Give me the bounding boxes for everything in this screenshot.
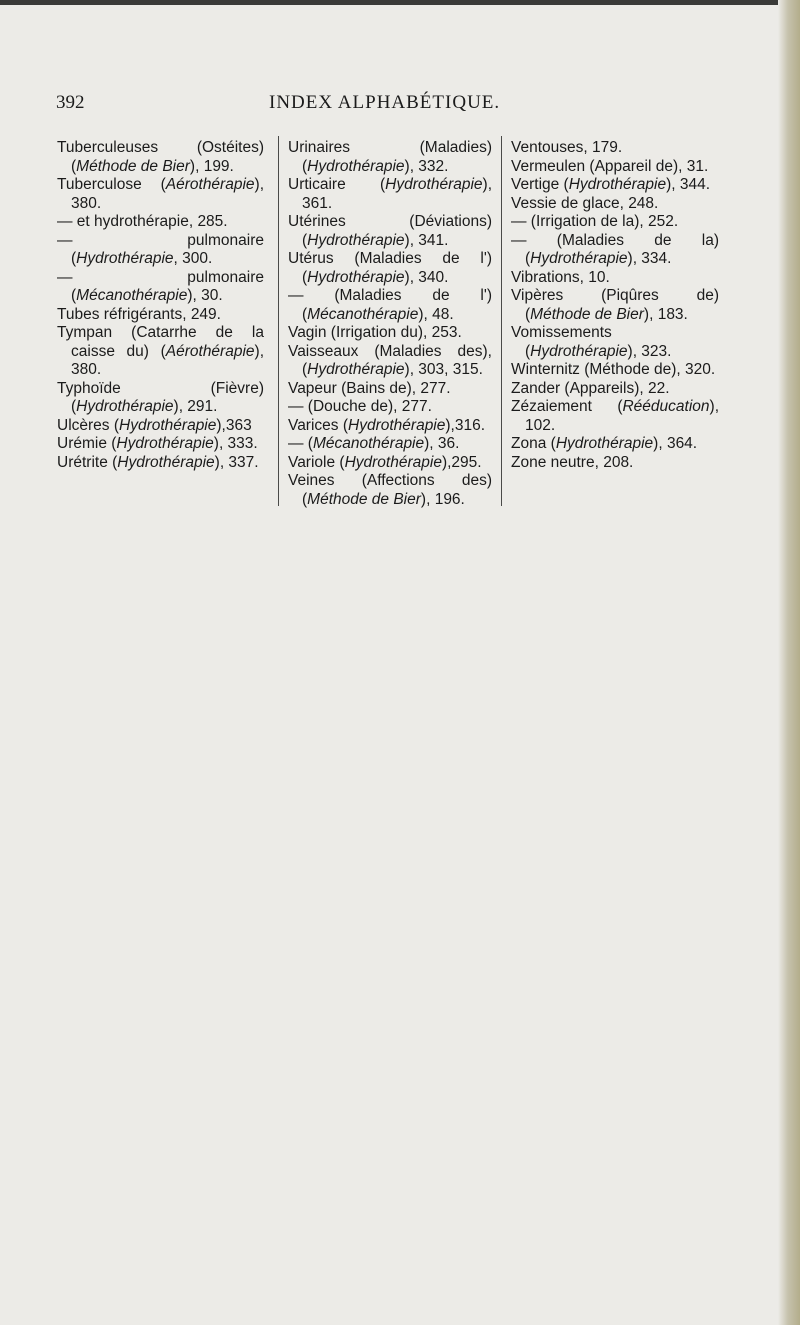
entry-text: ), 334. xyxy=(627,250,672,267)
entry-method: Méthode de Bier xyxy=(307,490,421,508)
entry-method: Hydrothérapie xyxy=(344,453,442,471)
index-column-3 xyxy=(511,139,719,472)
entry-text: Urémie ( xyxy=(57,435,117,452)
entry-method: Hydrothérapie xyxy=(76,398,174,415)
index-entry xyxy=(57,417,264,436)
entry-text: ), 303, 315. xyxy=(404,361,483,378)
index-entry xyxy=(511,324,719,361)
entry-text: ), 323. xyxy=(627,342,672,360)
entry-text: — (Irrigation de la), 252. xyxy=(511,213,679,230)
index-column-1 xyxy=(57,139,264,472)
index-entry xyxy=(288,380,492,399)
index-entry xyxy=(288,250,492,287)
entry-method: Mécanothérapie xyxy=(307,305,419,323)
entry-text: ), 199. xyxy=(189,157,234,175)
index-entry xyxy=(288,213,492,250)
entry-text: — pulmonaire ( xyxy=(57,231,264,267)
entry-method: Hydrothérapie xyxy=(568,176,667,193)
entry-text: Zone neutre, 208. xyxy=(511,453,634,471)
entry-method: Hydrothérapie xyxy=(530,342,628,360)
entry-method: Hydrothérapie xyxy=(76,250,174,267)
entry-text: Vibrations, 10. xyxy=(511,268,610,286)
entry-text: ),316. xyxy=(445,416,486,434)
entry-method: Hydrothérapie xyxy=(307,361,405,378)
index-entry xyxy=(288,472,492,509)
entry-text: — (Maladies de l') ( xyxy=(288,287,492,323)
entry-method: Aérothérapie xyxy=(165,176,255,193)
entry-text: ), 380. xyxy=(71,342,264,378)
index-entry xyxy=(57,435,264,454)
entry-text: ), 36. xyxy=(424,435,460,452)
page-edge-shadow xyxy=(778,0,800,1325)
index-entry xyxy=(288,435,492,454)
index-entry xyxy=(57,269,264,306)
index-entry xyxy=(511,232,719,269)
entry-text: Varices ( xyxy=(288,416,349,434)
entry-method: Mécanothérapie xyxy=(76,287,188,304)
entry-method: Hydrothérapie xyxy=(307,268,405,286)
index-entry xyxy=(511,195,719,214)
top-border xyxy=(0,0,800,5)
entry-method: Rééducation xyxy=(622,398,710,415)
entry-method: Hydrothérapie xyxy=(530,250,628,267)
entry-text: ), 380. xyxy=(71,176,264,212)
index-entry xyxy=(511,269,719,288)
entry-method: Méthode de Bier xyxy=(76,157,190,175)
index-entry xyxy=(511,435,719,454)
entry-method: Hydrothérapie xyxy=(116,435,214,452)
entry-text: ), 102. xyxy=(525,398,719,434)
entry-text: Zézaiement ( xyxy=(511,398,623,415)
entry-method: Hydrothérapie xyxy=(117,453,215,471)
index-entry xyxy=(511,213,719,232)
entry-text: Vermeulen (Appareil de), 31. xyxy=(511,157,709,175)
entry-text: ), 364. xyxy=(653,435,698,452)
page-header xyxy=(56,92,772,122)
entry-text: ), 340. xyxy=(404,268,449,286)
entry-text: Vertige ( xyxy=(511,176,569,193)
entry-text: ), 361. xyxy=(302,176,492,212)
entry-text: Tympan (Catarrhe de la caisse du) ( xyxy=(57,324,264,360)
entry-text: Zander (Appareils), 22. xyxy=(511,379,670,397)
entry-text: Vipères (Piqûres de) ( xyxy=(511,287,719,323)
index-entry xyxy=(57,139,264,176)
entry-text: ), 333. xyxy=(213,435,258,452)
index-entry xyxy=(511,158,719,177)
entry-method: Mécanothérapie xyxy=(312,435,425,452)
entry-text: ), 344. xyxy=(666,176,711,193)
entry-text: — et hydrothérapie, 285. xyxy=(57,213,228,230)
index-entry xyxy=(57,232,264,269)
entry-text: — ( xyxy=(288,435,313,452)
entry-text: Vomissements ( xyxy=(511,324,612,360)
entry-text: ), 48. xyxy=(418,305,454,323)
index-entry xyxy=(288,343,492,380)
entry-method: Hydrothérapie xyxy=(307,157,405,175)
index-entry xyxy=(288,454,492,473)
index-entry xyxy=(288,398,492,417)
entry-text: — pulmonaire ( xyxy=(57,268,264,304)
index-entry xyxy=(57,380,264,417)
entry-text: Winternitz (Méthode de), 320. xyxy=(511,361,716,378)
entry-text: ), 332. xyxy=(404,157,449,175)
entry-text: Tuberculose ( xyxy=(57,176,166,193)
index-entry xyxy=(57,306,264,325)
entry-text: Utérus (Maladies de l') ( xyxy=(288,250,492,286)
index-entry xyxy=(288,139,492,176)
index-entry xyxy=(288,287,492,324)
index-entry xyxy=(511,454,719,473)
entry-text: Ulcères ( xyxy=(57,416,120,434)
index-entry xyxy=(288,324,492,343)
index-entry xyxy=(288,417,492,436)
entry-method: Hydrothérapie xyxy=(348,416,446,434)
entry-method: Hydrothérapie xyxy=(119,416,217,434)
entry-text: ), 183. xyxy=(643,305,688,323)
entry-text: Ventouses, 179. xyxy=(511,139,623,156)
entry-text: Vaisseaux (Maladies des), ( xyxy=(288,342,492,378)
index-entry xyxy=(511,139,719,158)
index-entry xyxy=(288,176,492,213)
entry-text: Vessie de glace, 248. xyxy=(511,194,659,212)
entry-text: Urétrite ( xyxy=(57,453,118,471)
index-column-2 xyxy=(288,139,492,509)
running-title: INDEX ALPHABÉTIQUE. xyxy=(269,92,501,113)
entry-text: — (Douche de), 277. xyxy=(288,398,432,415)
entry-text: ), 196. xyxy=(420,490,465,508)
entry-method: Hydrothérapie xyxy=(555,435,654,452)
entry-method: Hydrothérapie xyxy=(307,231,405,249)
entry-text: ),363 xyxy=(216,416,252,434)
entry-text: ), 30. xyxy=(187,287,223,304)
entry-method: Méthode de Bier xyxy=(530,305,644,323)
entry-text: , 300. xyxy=(173,250,213,267)
index-entry xyxy=(511,361,719,380)
column-rule xyxy=(501,136,502,506)
entry-text: Vagin (Irrigation du), 253. xyxy=(288,324,462,341)
entry-text: ), 291. xyxy=(173,398,218,415)
entry-text: Urticaire ( xyxy=(288,176,386,193)
index-entry xyxy=(57,176,264,213)
index-entry xyxy=(57,454,264,473)
entry-text: Tubes réfrigérants, 249. xyxy=(57,305,221,323)
entry-text: Typhoïde (Fièvre) ( xyxy=(57,379,264,415)
entry-text: Utérines (Déviations) ( xyxy=(288,213,492,249)
entry-text: Vapeur (Bains de), 277. xyxy=(288,379,451,397)
entry-text: Zona ( xyxy=(511,435,556,452)
index-entry xyxy=(511,176,719,195)
index-entry xyxy=(511,287,719,324)
entry-method: Aérothérapie xyxy=(165,342,255,360)
entry-text: ), 337. xyxy=(214,453,259,471)
index-entry xyxy=(57,213,264,232)
index-entry xyxy=(511,380,719,399)
entry-text: ),295. xyxy=(441,453,482,471)
entry-text: — (Maladies de la) ( xyxy=(511,231,719,267)
index-entry xyxy=(511,398,719,435)
entry-method: Hydrothérapie xyxy=(385,176,483,193)
entry-text: Variole ( xyxy=(288,453,345,471)
entry-text: Urinaires (Maladies) ( xyxy=(288,139,492,175)
index-entry xyxy=(57,324,264,380)
entry-text: Tuberculeuses (Ostéites) ( xyxy=(57,139,264,175)
column-rule xyxy=(278,136,279,506)
page-number: 392 xyxy=(56,92,85,113)
entry-text: ), 341. xyxy=(404,231,449,249)
entry-text: Veines (Affections des) ( xyxy=(288,472,492,508)
